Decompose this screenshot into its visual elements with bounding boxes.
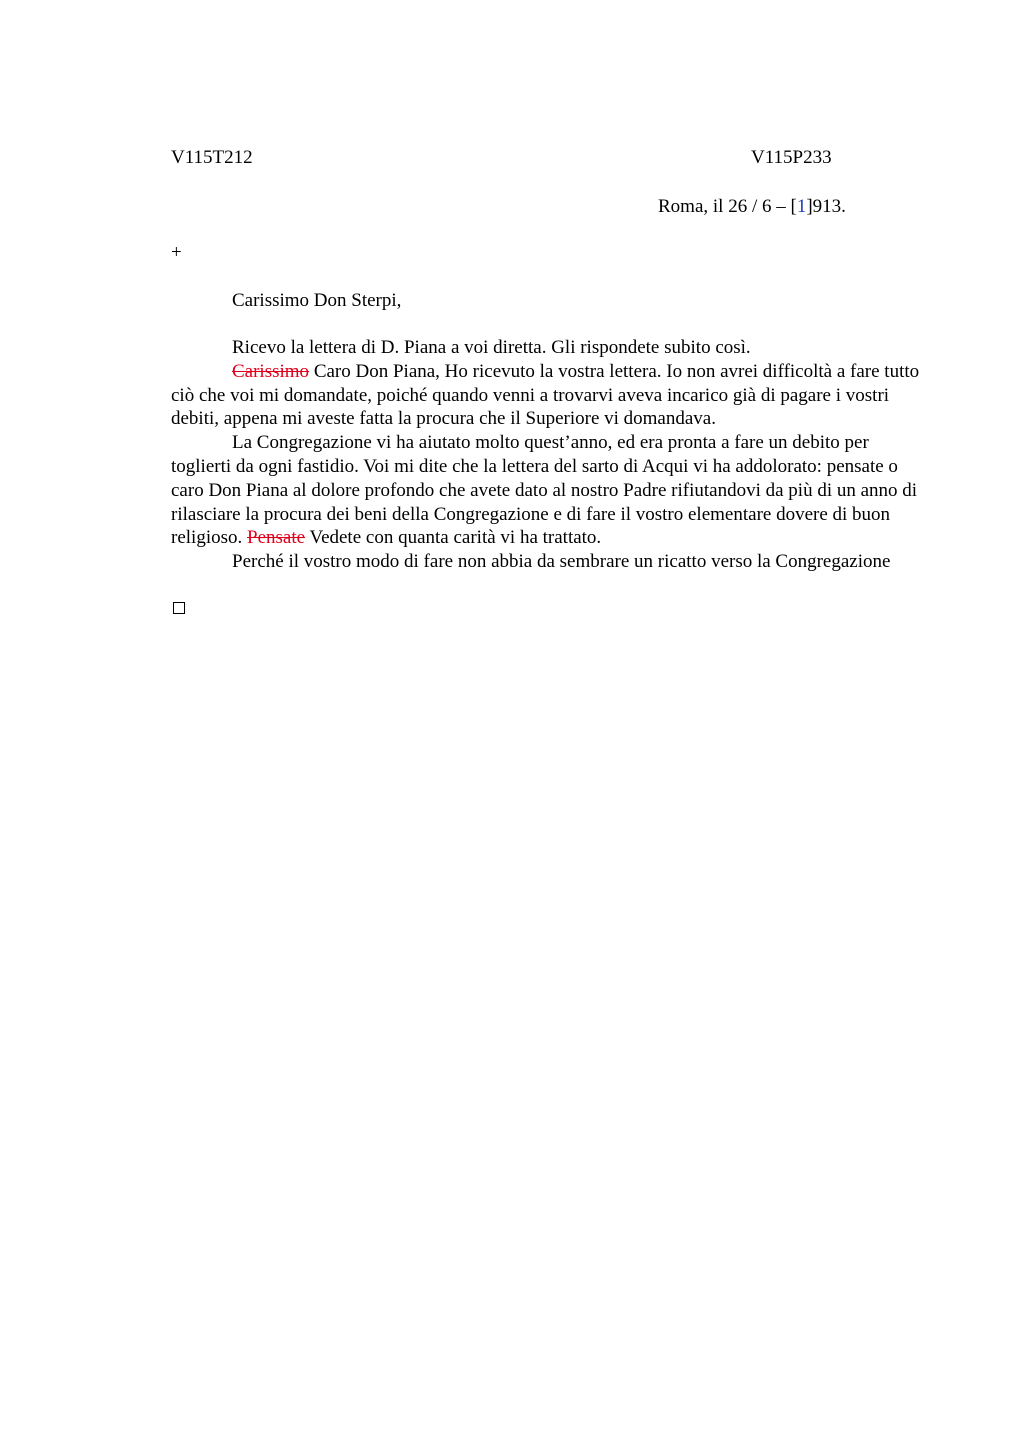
paragraph-3-text-end: Vedete con quanta carità vi ha trattato. — [305, 527, 602, 549]
document-reference-right: V115P233 — [751, 147, 832, 168]
dateline-text-start: Roma, il 26 / 6 – [ — [658, 196, 797, 217]
deleted-word: Carissimo — [232, 360, 310, 382]
cross-mark: + — [171, 242, 182, 263]
document-reference-left: V115T212 — [171, 147, 253, 168]
letter-body — [171, 336, 931, 574]
paragraph-3 — [171, 431, 931, 550]
end-mark-box-icon — [173, 602, 185, 614]
dateline-text-end: ]913. — [806, 196, 846, 217]
paragraph-1: Ricevo la lettera di D. Piana a voi diretta. Gli rispondete subito così. — [232, 337, 751, 358]
paragraph-2-text: Caro Don Piana, Ho ricevuto la vostra lettera. Io non avrei difficoltà a fare tutto ciò che voi mi domandate, poiché quando venni a trovarvi aveva incarico già di pagare i vostri debiti, appena mi aveste fatta la procura che il Superiore vi domandava. — [171, 360, 920, 430]
dateline-editorial-digit: 1 — [796, 196, 807, 217]
paragraph-4: Perché il vostro modo di fare non abbia da sembrare un ricatto verso la Congregazione — [232, 551, 891, 573]
salutation: Carissimo Don Sterpi, — [232, 290, 402, 311]
paragraph-3-text: La Congregazione vi ha aiutato molto quest’anno, ed era pronta a fare un debito per toglierti da ogni fastidio. Voi mi dite che la lettera del sarto di Acqui vi ha addolorato: pensate o caro Don Piana al dolore profondo che avete dato al nostro Padre rifiutandovi da più di un anno di rilasciare la procura dei beni della Congregazione e di fare il vostro elementare dovere di buon religioso. — [171, 432, 918, 549]
dateline — [658, 195, 846, 219]
deleted-word: Pensate — [247, 527, 306, 549]
paragraph-2 — [171, 360, 931, 431]
